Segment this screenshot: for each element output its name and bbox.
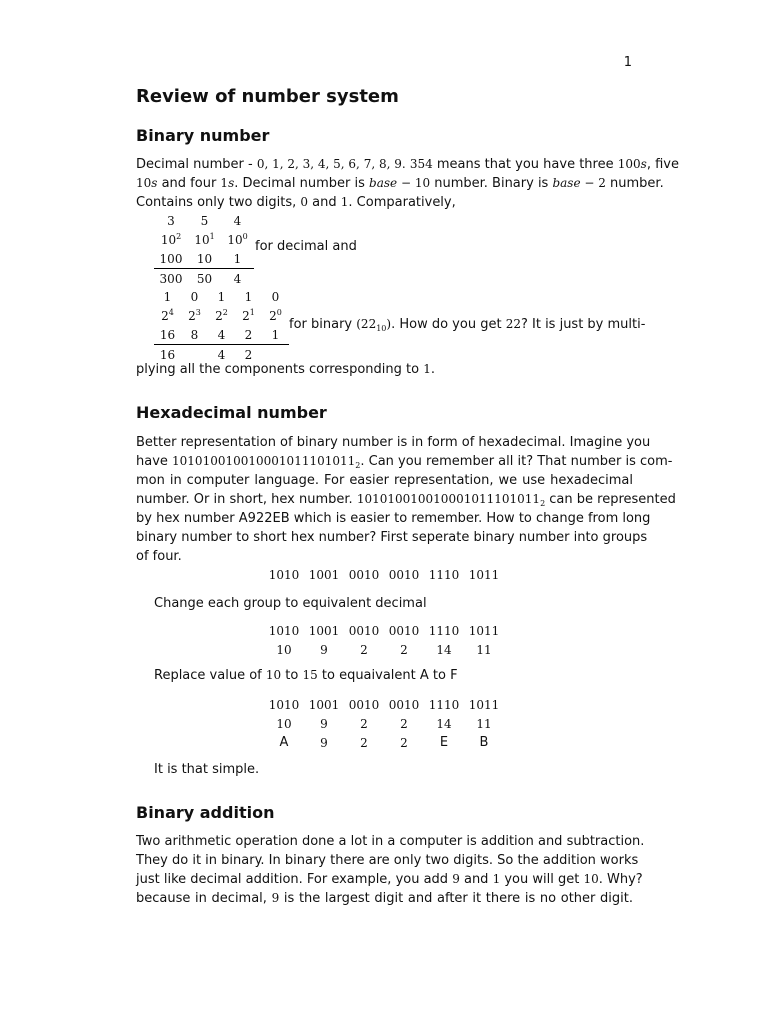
table-cell: 2 [244,327,253,342]
table-cell: $10^1$ [194,232,215,247]
table-row [154,269,254,289]
table-cell: 9 [320,716,328,731]
table-cell: $2^4$ [161,308,174,323]
table-cell: $2^0$ [269,308,282,323]
binary-groups-table [264,565,504,584]
table-cell: 9 [320,642,328,657]
table-cell: 14 [436,716,452,731]
table-cell: 100 [159,251,183,266]
table-row [264,714,504,733]
hex-paragraph-line-3: mon in computer language. For easier representation, we use hexadecimal [136,473,633,488]
hex-paragraph-line-1: Better representation of binary number is in form of hexadecimal. Imagine you [136,435,651,450]
table-row [154,230,254,249]
table-row [154,211,254,230]
table-cell: 1110 [428,567,460,582]
table-cell: 16 [159,327,176,342]
table-cell: $10^2$ [160,232,182,247]
table-cell: B [479,735,489,750]
table-row [154,306,289,325]
table-cell: 2 [360,642,368,657]
section-heading-hexadecimal: Hexadecimal number [136,403,327,422]
table-cell: 0 [190,289,199,304]
table-cell: 1011 [468,623,500,638]
hex-closing-line: It is that simple. [154,762,260,777]
table-cell: 14 [436,642,452,657]
table-row [264,621,504,640]
table-cell: 3 [167,213,175,228]
binary-paragraph-line-3: Contains only two digits, 0 and 1. Comparatively, [136,195,456,210]
table-cell: 2 [400,735,408,750]
table-cell: 16 [154,345,181,365]
table-cell: 2 [360,716,368,731]
step-change-to-decimal: Change each group to equivalent decimal [154,596,427,611]
hex-paragraph-line-6: binary number to short hex number? First seperate binary number into groups [136,530,648,545]
table-cell: 1010 [268,567,300,582]
table-cell: 0 [271,289,280,304]
decimal-table-caption: for decimal and [255,239,357,254]
table-cell: 1 [233,251,242,266]
addition-paragraph-line-1: Two arithmetic operation done a lot in a computer is addition and subtraction. [136,834,645,849]
step-replace-values: Replace value of 10 to 15 to equaivalent A to F [154,668,458,683]
table-cell: $2^1$ [242,308,255,323]
table-cell: 1 [217,289,226,304]
section-heading-binary: Binary number [136,126,270,145]
table-row [264,733,504,752]
decimal-place-value-table [154,211,254,288]
table-row [154,249,254,269]
table-cell: 300 [154,269,188,289]
table-cell: 1110 [428,697,460,712]
hex-paragraph-line-5: by hex number A922EB which is easier to remember. How to change from long [136,511,651,526]
table-cell: 0010 [388,623,420,638]
table-cell: $10^0$ [227,232,248,247]
table-row [264,565,504,584]
table-cell: 1001 [308,567,340,582]
table-cell: 4 [208,345,235,365]
table-cell: 0010 [348,623,380,638]
binary-paragraph-2: plying all the components corresponding to 1. [136,362,435,377]
table-cell: 50 [188,269,221,289]
table-cell: 9 [320,735,328,750]
table-cell: 10 [276,716,292,731]
table-cell: 4 [233,213,242,228]
table-cell: 0010 [388,697,420,712]
table-cell: E [439,735,449,750]
addition-paragraph-line-2: They do it in binary. In binary there are only two digits. So the addition works [136,853,639,868]
addition-paragraph-line-3: just like decimal addition. For example, you add 9 and 1 you will get 10. Why? [136,872,643,887]
table-cell: 2 [360,735,368,750]
section-heading-binary-addition: Binary addition [136,803,275,822]
table-cell: 10 [276,642,292,657]
table-cell: 2 [400,716,408,731]
binary-paragraph-line-2: 10s and four 1s. Decimal number is base − 10 number. Binary is base − 2 number. [136,176,664,191]
binary-table-caption: for binary $(22_{10})$. How do you get 22? It is just by multi- [289,317,646,333]
addition-paragraph-line-4: because in decimal, 9 is the largest digit and after it there is no other digit. [136,891,633,906]
hex-paragraph-line-7: of four. [136,549,182,564]
table-cell: 1001 [308,623,340,638]
table-cell: 0010 [348,697,380,712]
table-cell: 1 [271,327,280,342]
page-number: 1 [623,55,632,70]
table-cell: 1 [244,289,253,304]
table-row [264,695,504,714]
groups-to-decimal-table [264,621,504,659]
table-cell: $2^3$ [188,308,201,323]
table-row [154,287,289,306]
table-cell: 1001 [308,697,340,712]
table-cell: 0010 [388,567,420,582]
table-cell: 1110 [428,623,460,638]
table-cell: 1010 [268,623,300,638]
table-cell: 5 [200,213,209,228]
table-cell: 11 [476,716,492,731]
table-cell: 4 [217,327,226,342]
page-title: Review of number system [136,86,399,107]
table-cell: 1011 [468,697,500,712]
hex-paragraph-line-2: have $101010010010001011101011_2$. Can you remember all it? That number is com- [136,454,673,470]
binary-place-value-table [154,287,289,364]
table-cell: 2 [400,642,408,657]
table-cell: 1011 [468,567,500,582]
binary-paragraph-line-1: Decimal number - 0, 1, 2, 3, 4, 5, 6, 7, 8, 9. 354 means that you have three 100s, five [136,157,679,172]
groups-to-hex-table [264,695,504,752]
table-cell: 8 [190,327,199,342]
table-cell: 1010 [268,697,300,712]
table-cell: A [279,735,289,750]
table-row [154,325,289,345]
table-cell: 1 [163,289,172,304]
table-cell: 4 [221,269,254,289]
hex-paragraph-line-4: number. Or in short, hex number. $101010010010001011101011_2$ can be represented [136,492,676,508]
table-cell: 2 [235,345,262,365]
table-cell: 0010 [348,567,380,582]
table-cell: $2^2$ [215,308,228,323]
table-row [264,640,504,659]
table-cell: 10 [196,251,213,266]
table-cell: 11 [476,642,492,657]
